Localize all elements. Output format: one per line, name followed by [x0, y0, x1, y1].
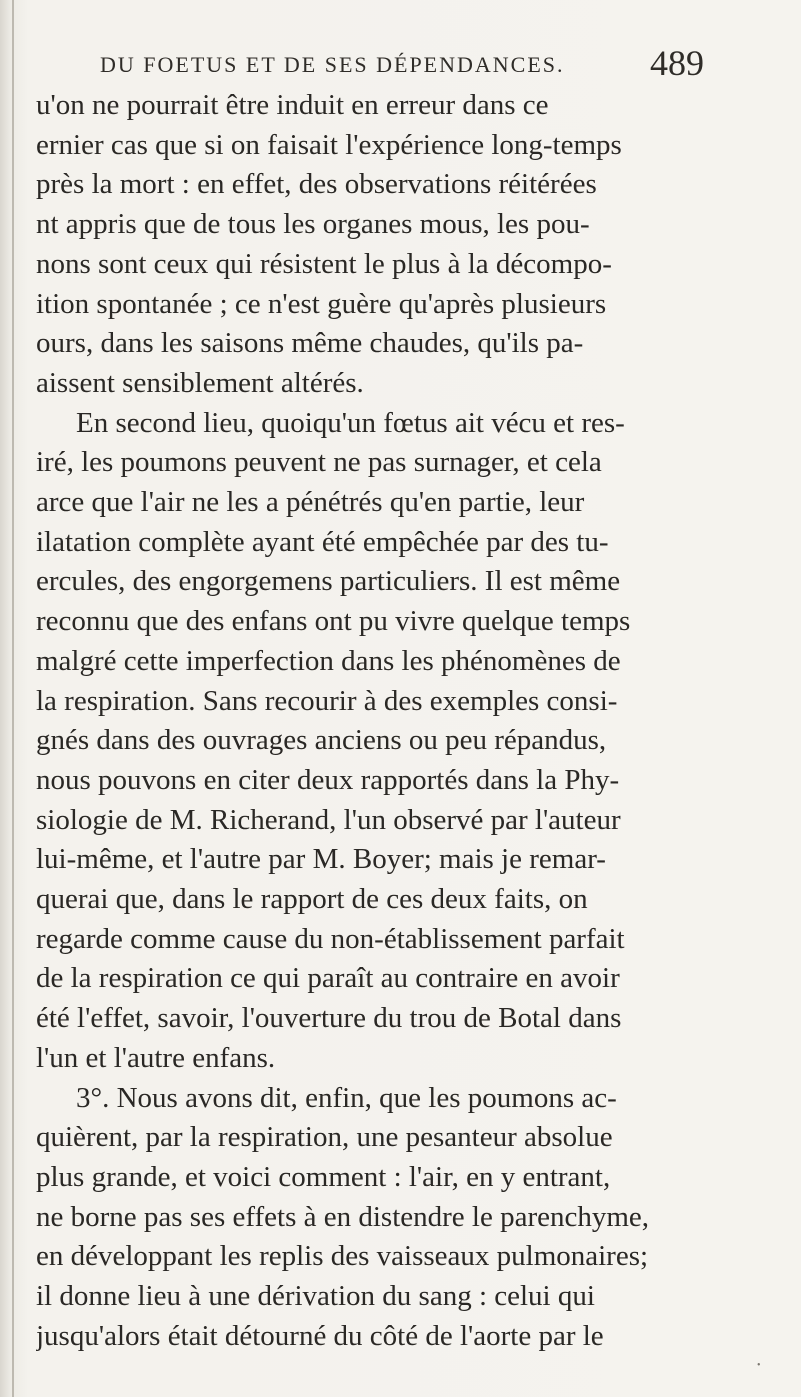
text-line: nons sont ceux qui résistent le plus à la décompo-	[36, 247, 612, 280]
text-line: nt appris que de tous les organes mous, les pou-	[36, 208, 590, 241]
text-line: nous pouvons en citer deux rapportés dans la Phy-	[36, 763, 620, 796]
page-number: 489	[650, 43, 704, 83]
text-line: près la mort : en effet, des observations réitérées	[36, 168, 597, 201]
running-head: DU FOETUS ET DE SES DÉPENDANCES.	[100, 52, 565, 77]
text-line: querai que, dans le rapport de ces deux faits, on	[36, 883, 588, 916]
paragraph-start-line: En second lieu, quoiqu'un fœtus ait vécu et res-	[76, 406, 625, 439]
text-line: ition spontanée ; ce n'est guère qu'après plusieurs	[36, 287, 607, 320]
page-header	[0, 38, 801, 88]
text-line: jusqu'alors était détourné du côté de l'aorte par le	[36, 1319, 604, 1352]
text-line: aissent sensiblement altérés.	[36, 366, 364, 399]
paragraph-start-line: 3°. Nous avons dit, enfin, que les poumons ac-	[76, 1081, 617, 1114]
text-line: plus grande, et voici comment : l'air, en y entrant,	[36, 1160, 611, 1193]
text-line: il donne lieu à une dérivation du sang : celui qui	[36, 1280, 595, 1313]
text-line: reconnu que des enfans ont pu vivre quelque temps	[36, 605, 631, 638]
text-line: malgré cette imperfection dans les phénomènes de	[36, 644, 621, 677]
text-line: ercules, des engorgemens particuliers. Il est même	[36, 565, 621, 598]
text-line: regarde comme cause du non-établissement parfait	[36, 922, 625, 955]
text-line: lui-même, et l'autre par M. Boyer; mais je remar-	[36, 843, 606, 876]
text-line: ours, dans les saisons même chaudes, qu'ils pa-	[36, 327, 584, 360]
footer-ornament: •	[757, 1360, 761, 1371]
text-line: été l'effet, savoir, l'ouverture du trou de Botal dans	[36, 1002, 622, 1035]
text-line: ne borne pas ses effets à en distendre le parenchyme,	[36, 1200, 650, 1233]
text-line: de la respiration ce qui paraît au contraire en avoir	[36, 962, 620, 995]
text-line: ilatation complète ayant été empêchée par des tu-	[36, 525, 609, 558]
text-line: iré, les poumons peuvent ne pas surnager, et cela	[36, 446, 602, 479]
text-line: u'on ne pourrait être induit en erreur dans ce	[36, 89, 549, 121]
text-line: siologie de M. Richerand, l'un observé par l'auteur	[36, 803, 621, 836]
text-line: l'un et l'autre enfans.	[36, 1041, 276, 1074]
binding-gutter	[12, 0, 14, 1397]
text-line: la respiration. Sans recourir à des exemples consi-	[36, 684, 618, 717]
text-line: gnés dans des ouvrages anciens ou peu répandus,	[36, 724, 607, 757]
body-text	[36, 86, 776, 1357]
text-line: en développant les replis des vaisseaux pulmonaires;	[36, 1240, 649, 1273]
text-line: arce que l'air ne les a pénétrés qu'en partie, leur	[36, 486, 585, 519]
text-line: ernier cas que si on faisait l'expérience long-temps	[36, 128, 622, 161]
text-line: quièrent, par la respiration, une pesanteur absolue	[36, 1121, 613, 1154]
